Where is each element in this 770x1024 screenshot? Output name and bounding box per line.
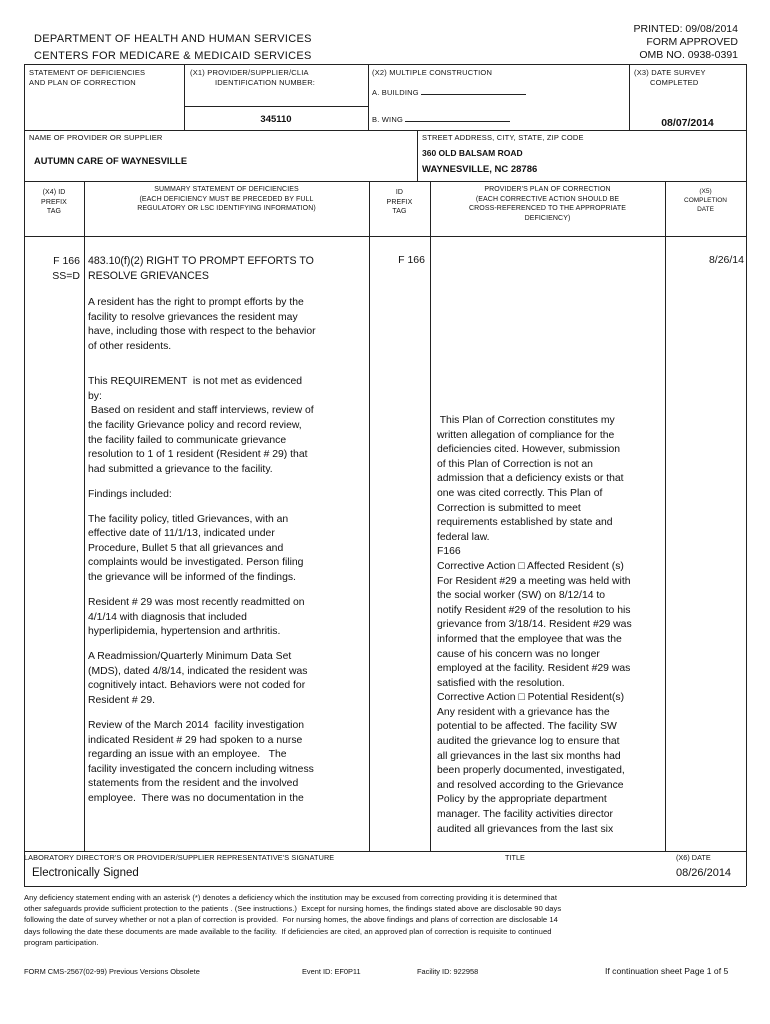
plan-line: manager. The facility activities director [437,809,613,821]
summary-line: facility investigated the concern including witness [88,763,314,775]
id-header-line: PREFIX [386,198,413,206]
signature-label: LABORATORY DIRECTOR'S OR PROVIDER/SUPPLIER REPRESENTATIVE'S SIGNATURE [24,853,335,862]
wing-blank-line [405,113,510,122]
summary-line: Findings included: [88,488,172,500]
plan-line: federal law. [437,531,490,543]
summary-line: indicated Resident # 29 had spoken to a nurse [88,734,303,746]
summary-line: have, including those with respect to the behavior [88,326,316,338]
summary-header-line: (EACH DEFICIENCY MUST BE PRECEDED BY FULL [139,195,314,203]
facility-id: Facility ID: 922958 [417,967,479,976]
disclaimer-text [24,892,561,948]
id-header-line: TAG [392,208,407,215]
street-address: 360 OLD BALSAM ROAD [422,148,523,158]
x4-header-line: PREFIX [41,198,67,206]
summary-line: 4/1/14 with diagnosis that included [88,611,247,623]
summary-line: (MDS), dated 4/8/14, indicated the resident was [88,665,308,677]
summary-line [88,502,366,512]
building-field [372,86,526,98]
provider-name-label: NAME OF PROVIDER OR SUPPLIER [29,133,163,142]
x4-header [24,188,84,217]
x3-label-1: (X3) DATE SURVEY [634,68,706,77]
printed-date: PRINTED: 09/08/2014 [633,23,738,35]
plan-line: the social worker (SW) on 8/12/14 to [437,590,606,602]
summary-line [88,640,366,650]
statement-label-2: AND PLAN OF CORRECTION [29,78,136,87]
summary-statement [88,296,366,807]
summary-line: Review of the March 2014 facility investigation [88,719,305,731]
x4-header-line: (X4) ID [42,189,66,196]
col-divider [417,130,418,181]
plan-line: Policy by the appropriate department [437,794,607,806]
summary-line: Based on resident and staff interviews, review of [88,405,314,417]
summary-line: This REQUIREMENT is not met as evidenced [88,376,303,388]
summary-line: A Readmission/Quarterly Minimum Data Set [88,651,292,663]
x1-label-2: IDENTIFICATION NUMBER: [215,78,316,87]
table-border-right [746,64,747,886]
plan-line: F166 [437,546,461,558]
plan-line: audited all grievances from the last six [437,823,614,835]
summary-line [88,586,366,596]
plan-line: admission that a deficiency exists or that [437,473,624,485]
department-line-1: DEPARTMENT OF HEALTH AND HUMAN SERVICES [34,33,312,45]
summary-line: facility to resolve grievances the resident may [88,311,298,323]
plan-line: Correction is submitted to meet [437,502,581,514]
plan-header-line: CROSS-REFERENCED TO THE APPROPRIATE [468,205,626,212]
event-id: Event ID: EF0P11 [302,967,361,976]
summary-line: effective date of 11/1/13, indicated under [88,528,275,540]
col-divider [430,181,431,851]
plan-line: This Plan of Correction constitutes my [437,415,615,426]
col-divider [368,64,369,130]
plan-line: of this Plan of Correction is not an [437,458,593,470]
summary-line: statements from the resident and the involved [88,778,299,790]
disclaimer-line: other safeguards provide sufficient protection to the patients . (See instructions.) Except for nursing homes, the findings stated above are disclosable 90 days [24,904,562,914]
row-divider [24,130,746,131]
summary-line [88,365,366,375]
plan-line: written allegation of compliance for the [437,429,615,441]
plan-header-line: DEFICIENCY) [524,214,571,222]
plan-header-line: (EACH CORRECTIVE ACTION SHOULD BE [475,195,620,203]
provider-name: AUTUMN CARE OF WAYNESVILLE [34,156,188,166]
summary-line: by: [88,390,102,402]
x2-label: (X2) MULTIPLE CONSTRUCTION [372,68,493,77]
disclaimer-line: Any deficiency statement ending with an asterisk (*) denotes a deficiency which the institution may be excused from correcting providing it is determined that [24,893,557,902]
plan-line: grievance from 3/18/14. Resident #29 was [437,619,632,631]
form-number: FORM CMS-2567(02-99) Previous Versions Obsolete [24,967,200,976]
wing-label: B. WING [372,115,403,124]
scope-severity: SS=D [52,270,80,282]
department-line-2: CENTERS FOR MEDICARE & MEDICAID SERVICES [34,50,312,62]
summary-line: hyperlipidemia, hypertension and arthritis. [88,626,281,638]
date-label: (X6) DATE [676,853,711,862]
plan-line: Corrective Action □ Potential Resident(s) [437,692,625,704]
summary-header-line: REGULATORY OR LSC IDENTIFYING INFORMATION) [137,205,316,212]
summary-line: of other residents. [88,340,172,352]
col-divider [665,181,666,851]
electronic-signature: Electronically Signed [32,867,139,879]
page-indicator: If continuation sheet Page 1 of 5 [605,966,729,976]
x5-header-line: COMPLETION [684,197,727,204]
plan-line: all grievances in the last six months had [437,750,621,762]
regulation-title-line: RESOLVE GRIEVANCES [88,270,209,282]
disclaimer-line: program participation. [24,937,99,947]
summary-line: The facility policy, titled Grievances, with an [88,513,289,525]
row-divider [24,886,746,887]
form-approved: FORM APPROVED [646,36,738,48]
signature-date: 08/26/2014 [676,867,732,879]
id-prefix-header [369,188,430,217]
summary-line [88,477,366,487]
x4-header-line: TAG [46,208,62,215]
wing-field [372,113,510,125]
city-state-zip: WAYNESVILLE, NC 28786 [422,164,538,175]
summary-line: cognitively intact. Behaviors were not coded for [88,680,306,692]
plan-line: For Resident #29 a meeting was held with [437,575,631,587]
plan-line: one was cited correctly. This Plan of [437,487,603,499]
summary-line [88,709,366,719]
x3-label-2: COMPLETED [650,78,699,87]
x5-header-line: (X5) [699,188,712,195]
x5-header [665,187,746,214]
completion-date: 8/26/14 [708,254,744,266]
regulation-title [88,254,314,284]
plan-line: been properly documented, investigated, [437,765,625,777]
plan-line: Any resident with a grievance has the [437,706,610,718]
x1-label-1: (X1) PROVIDER/SUPPLIER/CLIA [190,68,309,77]
disclaimer-line: days following the date these documents are made available to the facility. If deficiencies are cited, an approved plan of correction is requisite to continued [24,926,552,936]
id-header-line: ID [395,189,404,196]
plan-line: cause of his concern was no longer [437,648,600,660]
summary-line: Resident # 29 was most recently readmitted on [88,597,305,609]
plan-line: informed that the employee that was the [437,633,622,645]
plan-header [430,185,665,223]
summary-line: the facility Grievance policy and record review, [88,419,302,431]
regulation-title-line: 483.10(f)(2) RIGHT TO PROMPT EFFORTS TO [88,255,314,267]
plan-line: satisfied with the resolution. [437,677,565,689]
deficiency-tag [24,254,80,284]
summary-line: regarding an issue with an employee. The [88,749,287,761]
survey-completed-date: 08/07/2014 [661,117,714,129]
tag-prefix: F 166 [53,255,80,267]
summary-line: Resident # 29. [88,695,156,706]
address-label: STREET ADDRESS, CITY, STATE, ZIP CODE [422,133,584,142]
summary-line: the grievance will be informed of the findings. [88,572,296,584]
building-blank-line [421,86,526,95]
disclaimer-line: following the date of survey whether or not a plan of correction is provided. For nursing homes, the above findings and plans of correction are disclosable 14 [24,915,558,925]
table-border-top [24,64,746,65]
omb-number: OMB NO. 0938-0391 [639,49,738,61]
summary-line [88,354,366,364]
summary-line: Procedure, Bullet 5 that all grievances and [88,542,284,554]
title-label: TITLE [505,853,525,862]
plan-line: audited the grievance log to ensure that [437,736,620,748]
summary-header [84,185,369,214]
plan-header-line: PROVIDER'S PLAN OF CORRECTION [484,186,611,193]
x5-header-line: DATE [697,206,714,213]
summary-header-line: SUMMARY STATEMENT OF DEFICIENCIES [154,186,299,193]
col-divider [369,181,370,851]
statement-label-1: STATEMENT OF DEFICIENCIES [29,68,146,77]
row-divider [24,236,746,237]
building-label: A. BUILDING [372,88,419,97]
row-divider [24,851,746,852]
plan-line: notify Resident #29 of the resolution to his [437,604,631,616]
provider-id-number: 345110 [260,114,292,125]
row-divider [24,181,746,182]
plan-line: requirements established by state and [437,517,613,529]
cell-divider [184,106,368,107]
summary-line: complaints would be investigated. Person filing [88,557,304,569]
col-divider [84,181,85,851]
summary-line: had submitted a grievance to the facility. [88,463,273,475]
summary-line: A resident has the right to prompt efforts by the [88,297,304,308]
plan-line: deficiencies cited. However, submission [437,444,621,456]
summary-line: resolution to 1 of 1 resident (Resident # 29) that [88,449,308,461]
plan-line: potential to be affected. The facility SW [437,721,617,733]
summary-line: the facility failed to communicate grievance [88,434,287,446]
plan-line: Corrective Action □ Affected Resident (s) [437,560,624,572]
plan-line: employed at the facility. Resident #29 was [437,663,631,675]
plan-line: and resolved according to the Grievance [437,779,624,791]
plan-tag: F 166 [398,254,425,266]
plan-of-correction [437,414,663,837]
summary-line: employee. There was no documentation in the [88,792,304,804]
